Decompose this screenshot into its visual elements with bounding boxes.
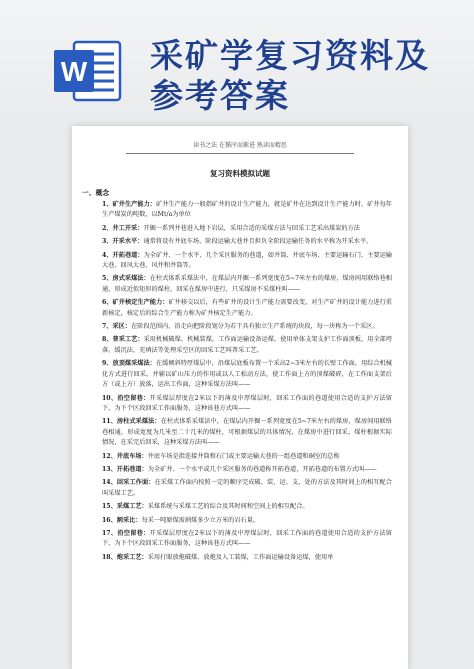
entry-term: 1、矿井生产能力： <box>102 201 157 208</box>
entry-term: 13、开拓巷道： <box>102 465 148 473</box>
definition-entry <box>86 394 394 415</box>
document-page <box>72 126 408 669</box>
definition-entry <box>86 359 394 390</box>
entry-definition: 为全矿井、一个水平或几个采区服务的巷道称开拓巷道，开拓巷道的布置方式叫—— <box>147 465 377 473</box>
document-header: 读书之法 在循序而渐进 熟读而精思 <box>126 140 354 154</box>
banner-title-line2: 参考答案 <box>150 76 290 115</box>
entry-term: 15、采煤工艺： <box>102 503 148 511</box>
entry-term: 16、割采比： <box>102 516 142 524</box>
entry-term: 18、炮采工艺： <box>102 553 148 561</box>
entry-definition: 开采煤层厚度在2米以下的薄及中厚煤层时，回采工作面的巷道使用合适的支护方法留下，为下个区段回采工作面服务，这种该巷方式叫—— <box>102 394 392 412</box>
entry-term: 6、矿井核定生产能力： <box>102 299 169 307</box>
entry-definition: 在阶段范围内，沿走向把阶段划分为若干具有独立生产系统的块段，每一块称为一个采区。 <box>131 323 379 331</box>
entry-term: 7、采区： <box>102 323 132 331</box>
definition-entry <box>86 452 394 462</box>
entry-definition: 在采煤工作面内按照一定的顺序完成破、装、运、支、处的方法及其时间上的相互配合叫采煤工艺。 <box>102 479 392 497</box>
entry-term: 10、沿空留巷： <box>102 394 150 402</box>
definition-entry <box>86 478 394 499</box>
definition-entry <box>86 224 394 234</box>
definition-entry <box>86 417 394 448</box>
entry-term: 17、沿空留巷： <box>102 529 150 537</box>
entry-definition: 在柱式体系采煤法中，在煤层内开掘一系列宽度在5~7米左右的煤房，煤房间用联络巷相通，形成宽度为几米至二十几米的煤柱，可根据煤层的具体情况，在煤房中进行回采，煤柱根据实际情况，在采完后回采，这种采煤方法叫—— <box>102 418 392 447</box>
entry-definition: 在柱式体系采煤法中，在煤层内开掘一系列宽度在5~7米左右的煤房，煤房间用联络巷相通，形成近似矩形的煤柱，回采在煤房中进行，只采煤房不采煤柱叫—— <box>102 275 392 293</box>
definition-entry <box>86 335 394 356</box>
entry-definition: 每采一吨原煤需割煤多少立方米的岩石量。 <box>141 516 260 524</box>
entry-term: 4、开拓巷道： <box>102 251 144 259</box>
entry-definition: 通常将设有井底车场、阶段运输大巷并且担负全阶段运输任务的水平称为开采水平。 <box>143 238 373 246</box>
entry-definition: 开采煤层厚度在2米以下的薄及中厚煤层时，回采工作面的巷道使用合适的支护方法留下，为下个区段回采工作面服务，这种该巷方式叫—— <box>102 529 392 548</box>
entry-term: 5、房式采煤法： <box>102 275 150 283</box>
definition-entry <box>86 274 394 295</box>
document-title: 复习资料模拟试题 <box>210 169 270 178</box>
entry-term: 3、开采水平： <box>102 238 144 246</box>
entry-term: 12、井底车场： <box>102 452 148 460</box>
entry-term: 11、房柱式采煤法： <box>102 418 161 426</box>
entry-term: 14、回采工作面： <box>102 479 155 487</box>
entry-term: 8、普采工艺： <box>102 336 144 344</box>
entry-term: 2、井工开采： <box>102 224 144 232</box>
entry-definition: 采用机械破煤、机械装煤，工作面运输设备运煤，使用单体支架支护工作面顶板，用全部垮落、缓沉法、充填法等处理采空区的回采工艺叫普采工艺。 <box>102 336 392 354</box>
section-heading: 一、概念 <box>82 189 110 197</box>
definition-entry <box>86 251 394 272</box>
entry-definition: 井底车场是指连接井筒和石门或主要运输大巷的一组巷道和硐室的总称 <box>147 452 340 460</box>
definition-entry <box>86 502 394 512</box>
definition-entry <box>86 322 394 332</box>
entry-definition: 采煤系统与采煤工艺的综合及其时间和空间上的相互配合。 <box>147 503 309 511</box>
entry-definition: 为全矿井、一个水平、几个采区服务的巷道，如井筒、井底车场、主要运输石门、主要运输大巷、回风大巷、风井和井筒等。 <box>102 251 392 270</box>
definition-entry <box>86 298 394 319</box>
definition-entry <box>86 200 394 221</box>
entry-definition: 矿井移交以后，有些矿井的设计生产能力需要改变，对生产矿井的设计能力进行重新核定，核定后的综合生产能力称为矿井核定生产能力。 <box>102 299 392 317</box>
definition-entry <box>86 529 394 550</box>
entry-definition: 采用打眼放炮破煤、放炮及人工装煤，工作面运输设备运煤，使用单 <box>147 553 334 561</box>
word-logo-letter: W <box>60 56 88 87</box>
entry-definition: 在缓倾斜特厚煤层中，沿煤层底板布置一个采高2~3米左右的长壁工作面，用综合机械化方式进行回采，并辅以矿山压力的作用或以人工松动方法，使工作面上方的顶煤破碎，在工作面支架后方（或上方）放落，运出工作面，这种采煤方法叫—— <box>102 360 392 389</box>
entry-definition: 矿井生产能力一般指矿井的设计生产能力，就是矿井在达到设计生产能力时，矿井每年生产煤炭的吨数，以Mt/a为单位 <box>102 201 392 219</box>
definition-entry <box>86 237 394 247</box>
entry-term: 9、放顶煤采煤法： <box>102 360 156 368</box>
entry-definition: 开掘一系列井巷进入地下岩层，采用合适的采煤方法与回采工艺采出煤炭的方法 <box>143 224 360 232</box>
word-icon <box>52 36 124 106</box>
definition-entry <box>86 465 394 475</box>
definition-entry <box>86 516 394 526</box>
banner-title-line1: 采矿学复习资料及 <box>150 36 430 75</box>
entry-list <box>86 200 394 563</box>
definition-entry <box>86 553 394 563</box>
